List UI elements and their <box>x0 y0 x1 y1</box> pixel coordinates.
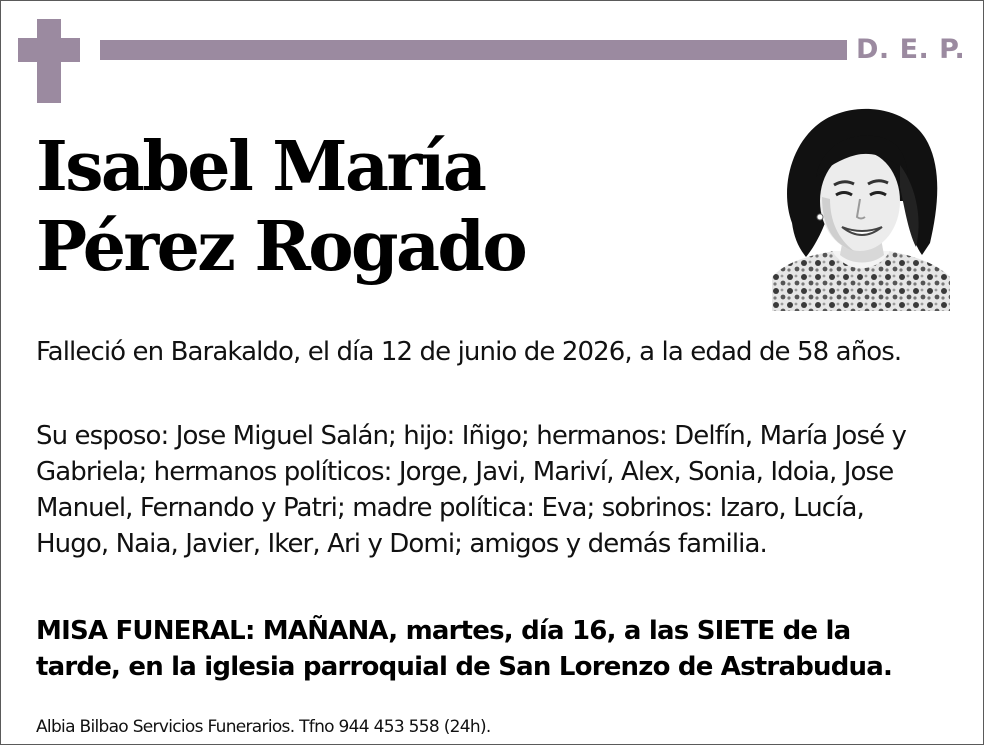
dep-label: D. E. P. <box>856 34 966 65</box>
deceased-name-last: Pérez Rogado <box>36 207 526 287</box>
funeral-home-contact: Albia Bilbao Servicios Funerarios. Tfno 944 453 558 (24h). <box>36 717 491 737</box>
death-statement: Falleció en Barakaldo, el día 12 de junio de 2026, a la edad de 58 años. <box>36 337 902 367</box>
deceased-name-first: Isabel María <box>36 127 485 207</box>
funeral-mass-info: MISA FUNERAL: MAÑANA, martes, día 16, a las SIETE de la tarde, en la iglesia parroquial de San Lorenzo de Astrabudua. <box>36 616 893 682</box>
header-divider-bar <box>100 40 847 60</box>
deceased-portrait-photo <box>772 105 950 311</box>
family-list: Su esposo: Jose Miguel Salán; hijo: Iñigo; hermanos: Delfín, María José y Gabriela; hermanos políticos: Jorge, Javi, Mariví, Alex, Sonia, Idoia, Jose Manuel, Fernando y Patri; madre política: Eva; sobrinos: Izaro, Lucía, Hugo, Naia, Javier, Iker, Ari y Domi; amigos y demás familia. <box>36 421 907 559</box>
cross-icon-arm <box>18 38 80 62</box>
